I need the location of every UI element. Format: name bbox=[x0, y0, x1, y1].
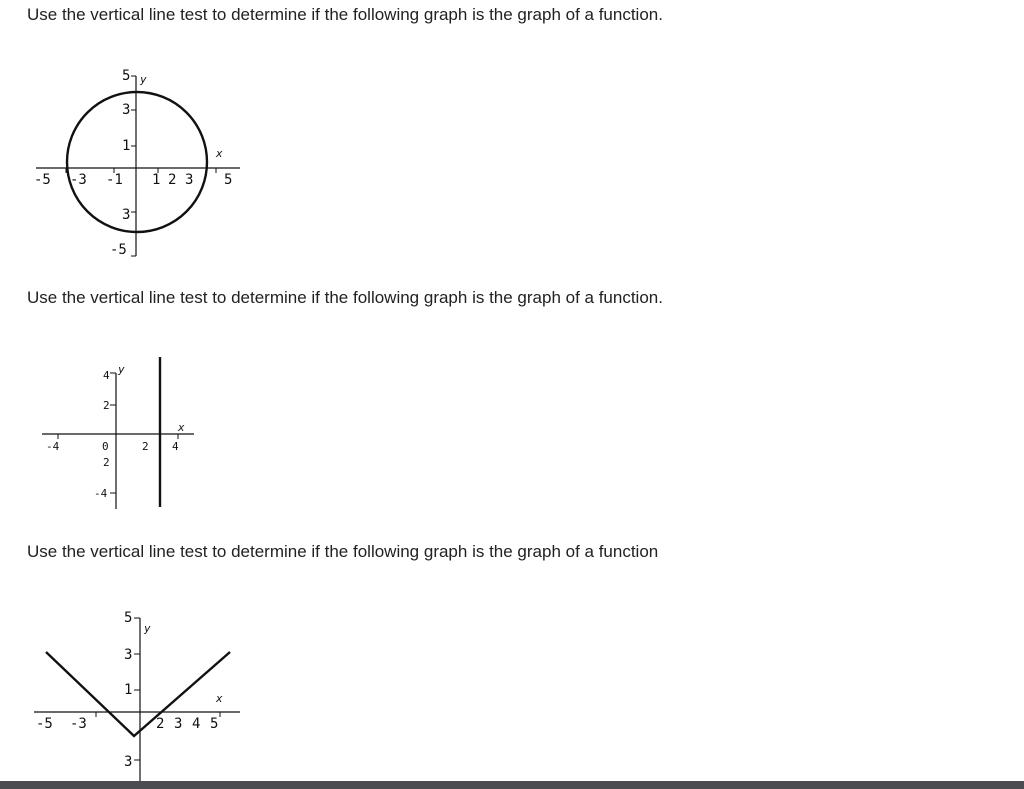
graph-2-y-tick-label: 2 bbox=[103, 399, 110, 412]
graph-1-y-tick-label: 3 bbox=[122, 207, 131, 223]
graph-2-y-tick-label: 2 bbox=[103, 456, 110, 469]
graph-1-y-axis-label: y bbox=[140, 73, 147, 86]
graph-1-circle bbox=[30, 60, 250, 260]
graph-2-x-axis-label: x bbox=[178, 421, 185, 434]
question-2-prompt: Use the vertical line test to determine if the following graph is the graph of a function. bbox=[27, 288, 663, 307]
graph-1-x-tick-label: -3 bbox=[70, 172, 87, 188]
graph-1-x-tick-label: 3 bbox=[185, 172, 194, 188]
graph-2-vertical-line bbox=[38, 355, 208, 515]
graph-3-y-axis-label: y bbox=[144, 622, 151, 635]
graph-1-y-tick-label: 5 bbox=[122, 68, 131, 84]
graph-3-x-tick-label: 4 bbox=[192, 716, 201, 732]
graph-3-y-tick-label: 5 bbox=[124, 610, 133, 626]
graph-2-y-tick-label: -4 bbox=[94, 487, 108, 500]
graph-1-y-tick-label: 1 bbox=[122, 138, 131, 154]
graph-2-x-tick-label: -4 bbox=[46, 440, 60, 453]
graph-3-v-shape bbox=[30, 602, 250, 782]
graph-2-x-tick-label: 2 bbox=[142, 440, 149, 453]
graph-1-x-tick-label: 2 bbox=[168, 172, 177, 188]
graph-1-x-tick-label: -1 bbox=[106, 172, 123, 188]
graph-2-y-axis-label: y bbox=[118, 363, 125, 376]
graph-1-y-tick-label: 3 bbox=[122, 102, 131, 118]
graph-3-x-tick-label: 3 bbox=[174, 716, 183, 732]
graph-3-x-tick-label: 5 bbox=[210, 716, 219, 732]
graph-3-x-tick-label: -3 bbox=[70, 716, 87, 732]
graph-3-x-tick-label: 2 bbox=[156, 716, 165, 732]
graph-1-curve bbox=[67, 92, 207, 232]
graph-3-y-tick-label: 1 bbox=[124, 682, 133, 698]
graph-2-y-tick-label: 4 bbox=[103, 369, 110, 382]
graph-1-x-tick-label: 5 bbox=[224, 172, 233, 188]
graph-2-x-tick-label: 0 bbox=[102, 440, 109, 453]
graph-3-y-tick-label: 3 bbox=[124, 647, 133, 663]
question-1-prompt: Use the vertical line test to determine if the following graph is the graph of a function. bbox=[27, 5, 663, 24]
question-3-prompt: Use the vertical line test to determine if the following graph is the graph of a function bbox=[27, 542, 659, 561]
graph-1-x-tick-label: 1 bbox=[152, 172, 161, 188]
graph-2-x-tick-label: 4 bbox=[172, 440, 179, 453]
graph-1-y-tick-label: -5 bbox=[110, 242, 127, 258]
graph-1-x-axis-label: x bbox=[216, 147, 223, 160]
graph-3-y-tick-label: 3 bbox=[124, 754, 133, 770]
bottom-bar bbox=[0, 781, 1024, 789]
graph-1-x-tick-label: -5 bbox=[34, 172, 51, 188]
graph-3-x-tick-label: -5 bbox=[36, 716, 53, 732]
graph-3-x-axis-label: x bbox=[216, 692, 223, 705]
